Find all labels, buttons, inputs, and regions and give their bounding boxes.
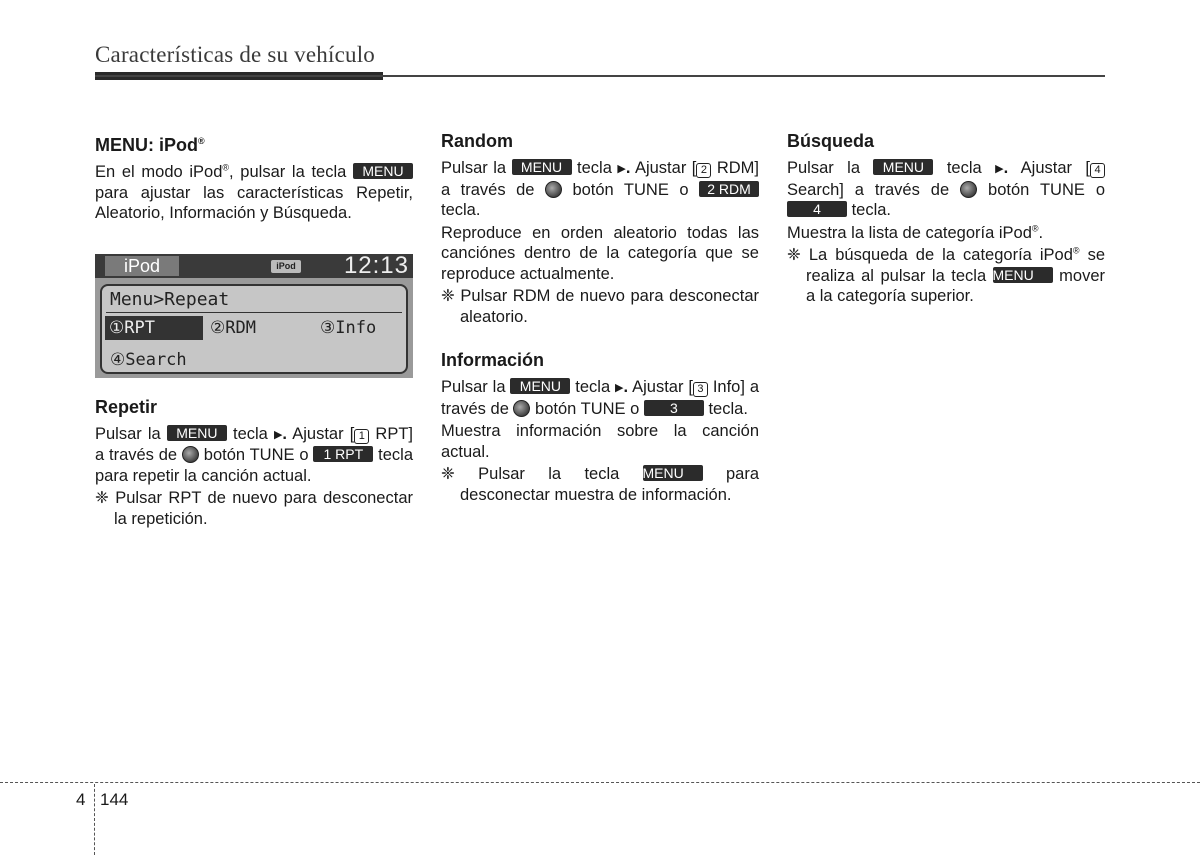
number-2-icon: 2	[696, 163, 711, 178]
menu-key: MENU	[993, 267, 1053, 283]
info-text: Pulsar la MENU tecla ▶. Ajustar [ 3 Info] a través de botón TUNE o 3 tecla.	[441, 378, 759, 418]
section-title-random: Random	[441, 131, 513, 151]
three-key: 3	[644, 400, 704, 416]
random-text: Pulsar la MENU tecla ▶. Ajustar [ 2 RDM] a través de botón TUNE o 2 RDM tecla.	[441, 159, 760, 219]
repetir-text: Pulsar la MENU tecla ▶. Ajustar [ 1 RPT] a través de botón TUNE o 1 RPT tecla para repetir la canción actual.	[95, 424, 414, 485]
menu-ipod-text: En el modo iPod®, pulsar la tecla MENU para ajustar las características Repetir, Aleatorio, Información y Búsqueda.	[95, 162, 413, 222]
search-text: Pulsar la MENU tecla ▶. Ajustar [ 4 Search] a través de botón TUNE o 4 tecla.	[787, 159, 1105, 219]
four-key: 4	[787, 201, 847, 217]
lcd-tab-ipod: iPod	[105, 256, 179, 276]
random-description: Reproduce en orden aleatorio todas las canciónes dentro de la categoría que se reproduce actualmente.	[441, 223, 759, 283]
section-title-repetir: Repetir	[95, 396, 158, 417]
arrow-right-icon: ▶	[995, 163, 1004, 175]
lcd-option-search: ④Search	[110, 349, 187, 370]
menu-key: MENU	[353, 163, 413, 179]
info-description: Muestra información sobre la canción actual.	[441, 422, 759, 461]
column-2	[441, 130, 759, 505]
lcd-option-rpt: ①RPT	[105, 316, 203, 340]
rdm-key: 2 RDM	[699, 181, 759, 197]
number-4-icon: 4	[1090, 163, 1105, 178]
chapter-number: 4	[76, 790, 86, 809]
random-note: ❈ Pulsar RDM de nuevo para desconectar aleatorio.	[441, 287, 759, 326]
arrow-right-icon: ▶	[615, 382, 624, 394]
menu-key: MENU	[510, 378, 570, 394]
section-title-busqueda: Búsqueda	[787, 131, 875, 151]
lcd-divider	[106, 312, 402, 313]
tune-knob-icon	[513, 400, 530, 417]
search-note: ❈ La búsqueda de la categoría iPod® se realiza al pulsar la tecla MENU mover a la categoría superior.	[787, 245, 1105, 305]
footer-divider	[0, 782, 1200, 783]
lcd-time: 12:13	[343, 253, 409, 279]
lcd-heading: Menu>Repeat	[110, 288, 230, 310]
rpt-key: 1 RPT	[313, 446, 373, 462]
info-note: ❈ Pulsar la tecla MENU para desconectar muestra de información.	[441, 465, 759, 504]
menu-key: MENU	[512, 159, 572, 175]
menu-key: MENU	[167, 425, 227, 441]
ipod-icon: iPod	[271, 260, 301, 273]
column-3	[787, 130, 1105, 307]
arrow-right-icon: ▶	[617, 163, 626, 175]
number-1-icon: 1	[354, 429, 369, 444]
column-1	[95, 130, 413, 529]
tune-knob-icon	[960, 181, 977, 198]
lcd-screen	[95, 254, 413, 378]
menu-key: MENU	[873, 159, 933, 175]
menu-key: MENU	[643, 465, 703, 481]
lcd-option-info: ③Info	[320, 317, 377, 338]
section-title-informacion: Información	[441, 350, 545, 370]
tune-knob-icon	[182, 446, 199, 463]
number-3-icon: 3	[693, 382, 708, 397]
repetir-note: ❈ Pulsar RPT de nuevo para desconectar la repetición.	[95, 489, 413, 528]
footer-vertical-divider	[94, 784, 95, 855]
section-title-menu-ipod: MENU: iPod®	[95, 135, 205, 155]
arrow-right-icon: ▶	[273, 428, 283, 441]
lcd-option-rdm: ②RDM	[210, 317, 256, 338]
header-rule	[95, 75, 1105, 77]
page-number: 144	[100, 790, 129, 809]
lcd-menu-panel	[100, 284, 408, 374]
tune-knob-icon	[545, 181, 562, 198]
search-description: Muestra la lista de categoría iPod®.	[787, 223, 1044, 242]
page-header-title: Características de su vehículo	[95, 42, 375, 67]
